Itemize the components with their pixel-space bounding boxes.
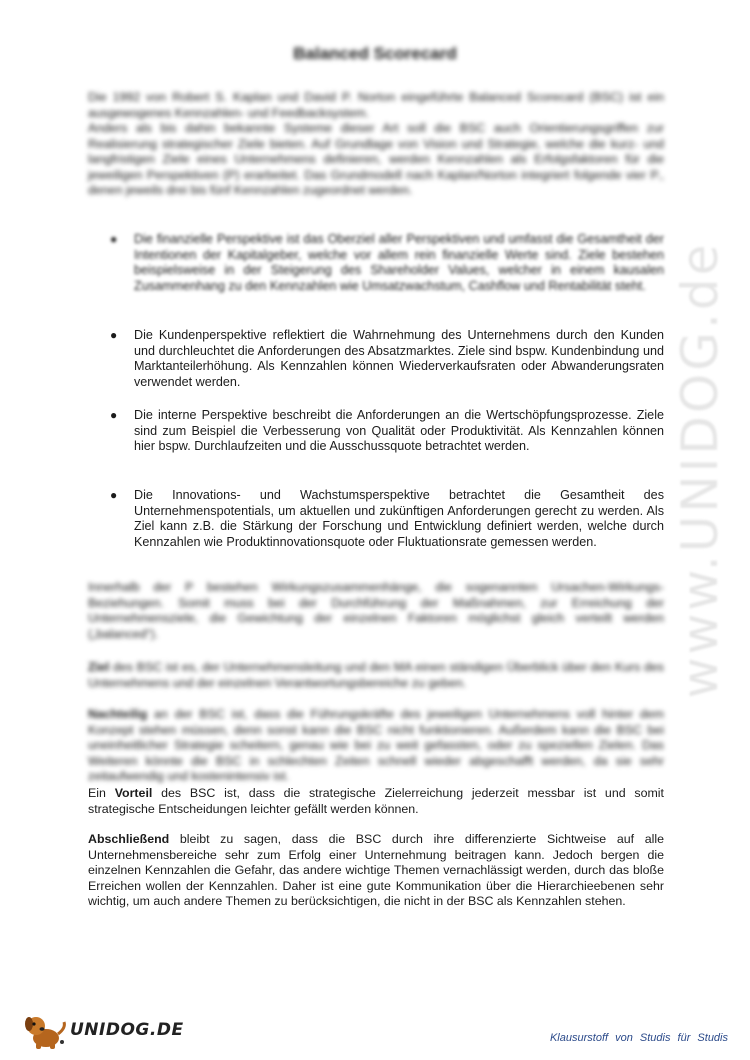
dog-icon — [22, 1012, 68, 1050]
list-item-text: Die finanzielle Perspektive ist das Oberziel aller Perspektiven und umfasst die Gesamtheit der Intentionen der Kapitalgeber, welche vor allem rein finanzielle Werte sind. Ziele bestehen beispielsweise in der Steigerung des Shareholder Values, welcher in einem kausalen Zusammenhang zu den Kennzahlen wie Umsatzwachstum, Cashflow und Rentabilität steht. — [134, 232, 664, 293]
paragraph-relationships: Innerhalb der P bestehen Wirkungszusammenhänge, die sogenannten Ursachen-Wirkungs-Beziehungen. Somit muss bei der Durchführung der Maßnahmen, zur Erreichung der Unternehmensziele, die Gewichtung der einzelnen Faktoren möglichst gleich verteilt werden („balanced“). — [88, 580, 664, 641]
page-title: Balanced Scorecard — [293, 44, 457, 63]
conclusion-text: bleibt zu sagen, dass die BSC durch ihre differenzierte Sichtweise auf alle Unternehmensbereiche sehr zum Erfolg einer Unternehmung beitragen kann. Jedoch bergen die einzelnen Kennzahlen die Gefahr, das andere wichtige Themen vernachlässigt werden, durch das bloße Erreichen wollen der Kennzahlen. Daher ist eine gute Kommunikation über die Hierarchieebenen sehr wichtig, um auch andere Themen zu berücksichtigen, die nicht in der BSC als Kennzahlen stehen. — [88, 832, 664, 909]
advantage-text: des BSC ist, dass die strategische Zielerreichung jederzeit messbar ist und somit strategische Entscheidungen leichter gefällt werden können. — [88, 786, 664, 816]
paragraph-conclusion — [88, 832, 664, 910]
footer-tagline: Klausurstoff von Studis für Studis — [549, 1032, 728, 1044]
intro-paragraph-1: Die 1992 von Robert S. Kaplan und David P. Norton eingeführte Balanced Scorecard (BSC) ist ein ausgewogenes Kennzahlen- und Feedbacksystem. — [88, 90, 664, 120]
watermark-text: www.UNIDOG.de — [671, 241, 729, 699]
goal-text: des BSC ist es, der Unternehmensleitung und den MA einen ständigen Überblick über den Kurs des Unternehmens und der einzelnen Verantwortungsbereiche zu geben. — [88, 660, 664, 690]
conclusion-label: Abschließend — [88, 832, 170, 846]
goal-label: Ziel — [88, 660, 110, 674]
bullet-icon: ● — [110, 408, 118, 422]
paragraph-goal — [88, 660, 664, 691]
bullet-icon: ● — [110, 328, 118, 342]
intro-paragraph-2: Anders als bis dahin bekannte Systeme dieser Art soll die BSC auch Orientierungsgriffen zur Realisierung strategischer Ziele bieten. Auf Grundlage von Vision und Strategie, welche die kurz- und langfristigen Ziele eines Unternehmens definieren, werden Kennzahlen als Erfolgsfaktoren für die jeweiligen Perspektiven (P) erarbeitet. Das Grundmodell nach Kaplan/Norton integriert folgende vier P., denen jeweils drei bis fünf Kennzahlen zugeordnet werden. — [88, 121, 664, 198]
list-item-text: Die interne Perspektive beschreibt die Anforderungen an die Wertschöpfungsprozesse. Ziele sind zum Beispiel die Verbesserung von Qualität oder Produktivität. Als Kennzahlen können hier bspw. Durchlaufzeiten und die Ausschussquote betrachtet werden. — [134, 408, 664, 454]
logo-text: UNIDOG.DE — [70, 1020, 184, 1040]
paragraph-advantage — [88, 786, 664, 817]
unidog-logo — [22, 1012, 182, 1050]
list-item-text: Die Kundenperspektive reflektiert die Wahrnehmung des Unternehmens durch den Kunden und durchleuchtet die Anforderungen des Absatzmarktes. Ziele sind bspw. Kundenbindung und Marktanteilerhöhung. Als Kennzahlen können Wiederverkaufsraten oder Abwanderungsraten verwendet werden. — [134, 328, 664, 389]
advantage-prefix: Ein — [88, 786, 115, 800]
disadvantage-label: Nachteilig — [88, 707, 148, 721]
bullet-icon: ● — [110, 488, 118, 502]
list-item-text: Die Innovations- und Wachstumsperspektive betrachtet die Gesamtheit des Unternehmenspotentials, um aktuellen und zukünftigen Anforderungen gerecht zu werden. Als Ziel kann z.B. die Stärkung der Forschung und Entwicklung definiert werden, welche durch Kennzahlen wie Produktinnovationsquote oder Fluktuationsrate gemessen werden. — [134, 488, 664, 549]
bullet-icon: ● — [110, 232, 118, 246]
disadvantage-text: an der BSC ist, dass die Führungskräfte des jeweiligen Unternehmens voll hinter dem Konzept stehen müssen, denn sonst kann die BSC nicht funktionieren. Außerdem kann die BSC bei uneinheitlicher Strategie scheitern, genau wie bei zu weit gefassten, oder zu speziellen Zielen. Das Weiteren könnte die BSC in schlechten Zeiten schnell wieder abgeschafft werden, da sie sehr zeitaufwendig und kostenintensiv ist. — [88, 707, 664, 784]
advantage-label: Vorteil — [114, 786, 153, 800]
paragraph-disadvantage — [88, 707, 664, 785]
